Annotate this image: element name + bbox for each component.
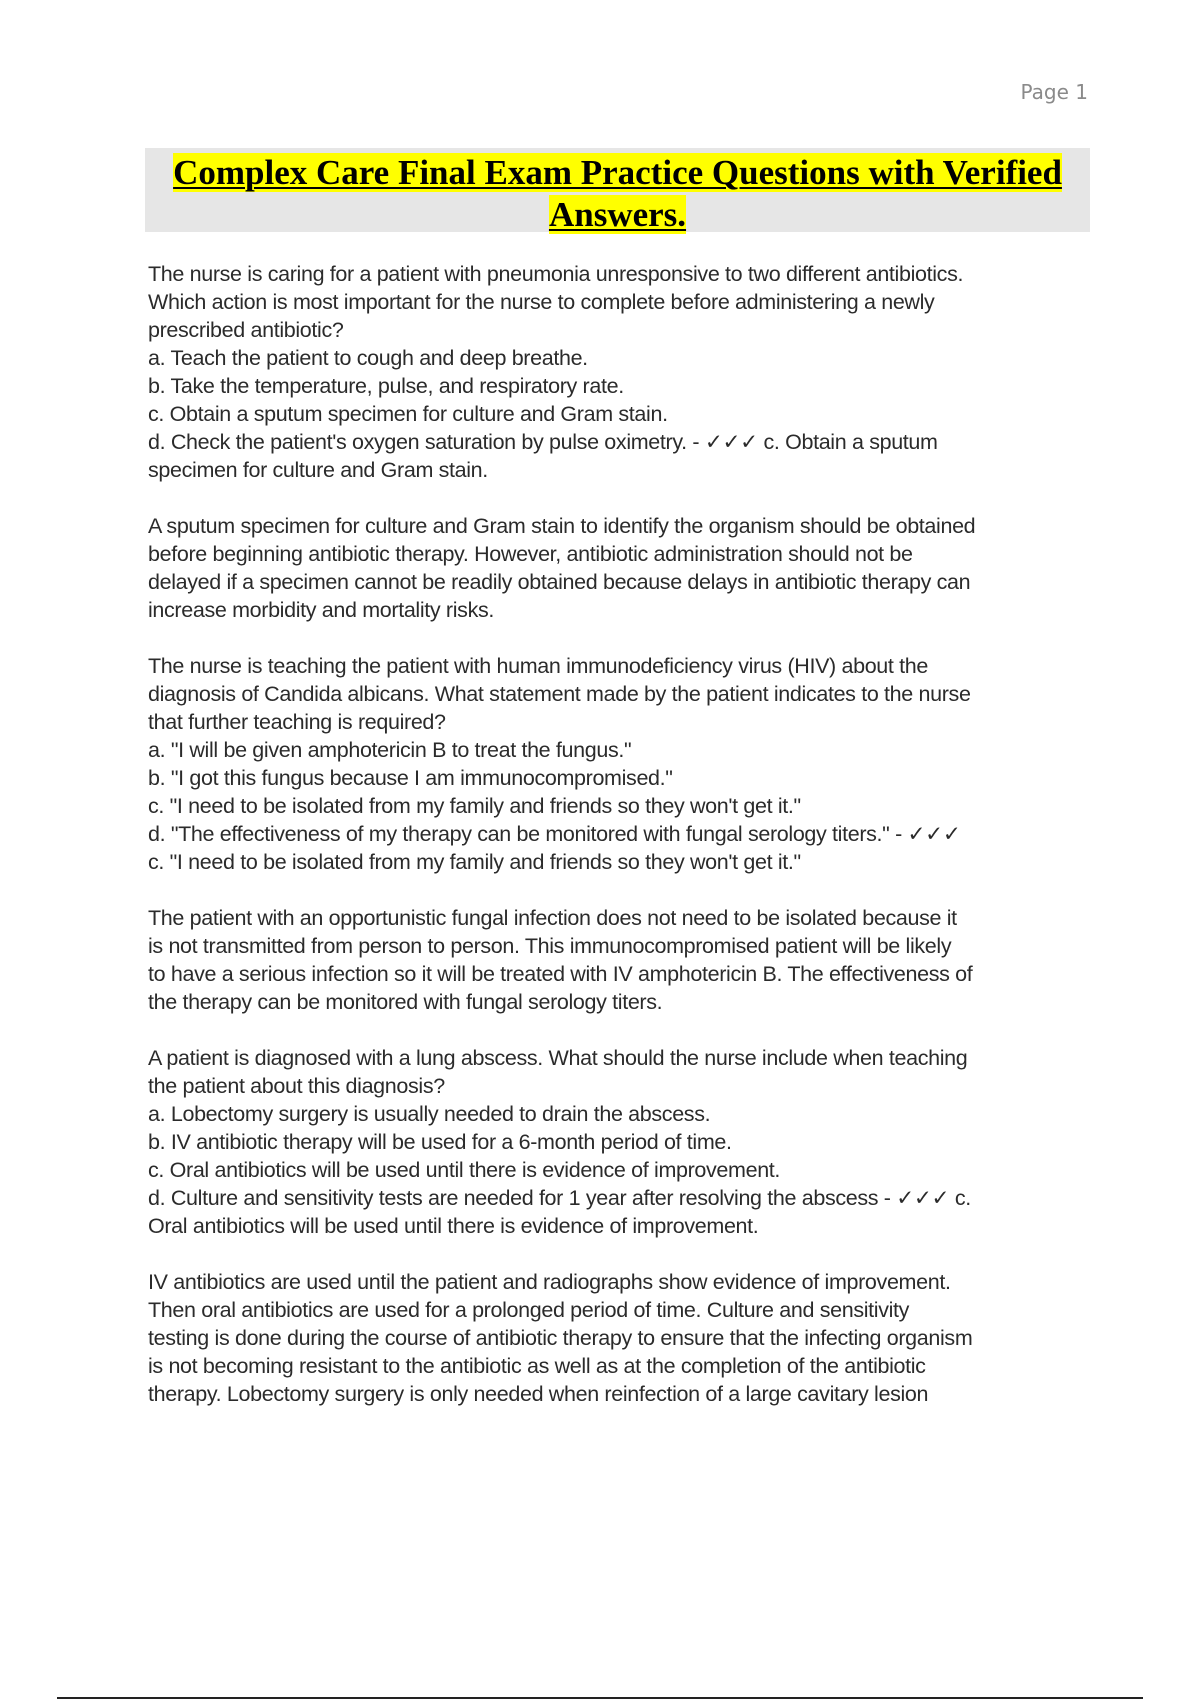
answer-option-b: b. Take the temperature, pulse, and respiratory rate. xyxy=(148,374,624,398)
answer-key-continuation: c. "I need to be isolated from my family and friends so they won't get it." xyxy=(148,850,801,874)
question-stem-line: diagnosis of Candida albicans. What statement made by the patient indicates to the nurse xyxy=(148,682,971,706)
rationale-1 xyxy=(148,512,1098,624)
rationale-line: to have a serious infection so it will be treated with IV amphotericin B. The effectiveness of xyxy=(148,962,973,986)
question-2 xyxy=(148,652,1098,876)
question-stem-line: Which action is most important for the nurse to complete before administering a newly xyxy=(148,290,935,314)
rationale-line: A sputum specimen for culture and Gram stain to identify the organism should be obtained xyxy=(148,514,976,538)
question-stem-line: The nurse is caring for a patient with pneumonia unresponsive to two different antibiotics. xyxy=(148,262,964,286)
rationale-line: is not transmitted from person to person. This immunocompromised patient will be likely xyxy=(148,934,952,958)
question-stem-line: A patient is diagnosed with a lung abscess. What should the nurse include when teaching xyxy=(148,1046,968,1070)
rationale-line: delayed if a specimen cannot be readily obtained because delays in antibiotic therapy can xyxy=(148,570,971,594)
rationale-line: Then oral antibiotics are used for a prolonged period of time. Culture and sensitivity xyxy=(148,1298,910,1322)
page-bottom-rule xyxy=(57,1697,1143,1699)
rationale-line: The patient with an opportunistic fungal infection does not need to be isolated because it xyxy=(148,906,957,930)
answer-option-c: c. Oral antibiotics will be used until there is evidence of improvement. xyxy=(148,1158,781,1182)
rationale-line: before beginning antibiotic therapy. However, antibiotic administration should not be xyxy=(148,542,913,566)
rationale-line: therapy. Lobectomy surgery is only needed when reinfection of a large cavitary lesion xyxy=(148,1382,929,1406)
answer-option-b: b. "I got this fungus because I am immunocompromised." xyxy=(148,766,673,790)
question-3 xyxy=(148,1044,1098,1240)
document-body xyxy=(148,260,1098,1408)
answer-option-a: a. Teach the patient to cough and deep breathe. xyxy=(148,346,588,370)
answer-option-a: a. Lobectomy surgery is usually needed to drain the abscess. xyxy=(148,1102,711,1126)
answer-option-d-with-key: d. "The effectiveness of my therapy can be monitored with fungal serology titers." - ✓✓✓ xyxy=(148,822,961,846)
answer-option-b: b. IV antibiotic therapy will be used for a 6-month period of time. xyxy=(148,1130,732,1154)
rationale-line: testing is done during the course of antibiotic therapy to ensure that the infecting organism xyxy=(148,1326,973,1350)
rationale-3 xyxy=(148,1268,1098,1408)
question-1 xyxy=(148,260,1098,484)
rationale-line: the therapy can be monitored with fungal serology titers. xyxy=(148,990,663,1014)
rationale-line: is not becoming resistant to the antibiotic as well as at the completion of the antibiotic xyxy=(148,1354,926,1378)
rationale-line: increase morbidity and mortality risks. xyxy=(148,598,494,622)
answer-option-d-with-key: d. Culture and sensitivity tests are needed for 1 year after resolving the abscess - ✓✓✓ c. xyxy=(148,1186,971,1210)
rationale-line: IV antibiotics are used until the patient and radiographs show evidence of improvement. xyxy=(148,1270,951,1294)
answer-key-continuation: Oral antibiotics will be used until there is evidence of improvement. xyxy=(148,1214,759,1238)
rationale-2 xyxy=(148,904,1098,1016)
title-line-1: Complex Care Final Exam Practice Questions with Verified xyxy=(173,153,1062,192)
title-line-2: Answers. xyxy=(548,195,687,234)
question-stem-line: the patient about this diagnosis? xyxy=(148,1074,445,1098)
answer-option-c: c. Obtain a sputum specimen for culture and Gram stain. xyxy=(148,402,668,426)
answer-option-c: c. "I need to be isolated from my family and friends so they won't get it." xyxy=(148,794,801,818)
answer-option-d-with-key: d. Check the patient's oxygen saturation by pulse oximetry. - ✓✓✓ c. Obtain a sputum xyxy=(148,430,938,454)
answer-option-a: a. "I will be given amphotericin B to treat the fungus." xyxy=(148,738,632,762)
answer-key-continuation: specimen for culture and Gram stain. xyxy=(148,458,488,482)
document-title xyxy=(145,148,1090,232)
question-stem-line: prescribed antibiotic? xyxy=(148,318,344,342)
question-stem-line: The nurse is teaching the patient with human immunodeficiency virus (HIV) about the xyxy=(148,654,929,678)
page-number: Page 1 xyxy=(1020,80,1088,104)
question-stem-line: that further teaching is required? xyxy=(148,710,446,734)
